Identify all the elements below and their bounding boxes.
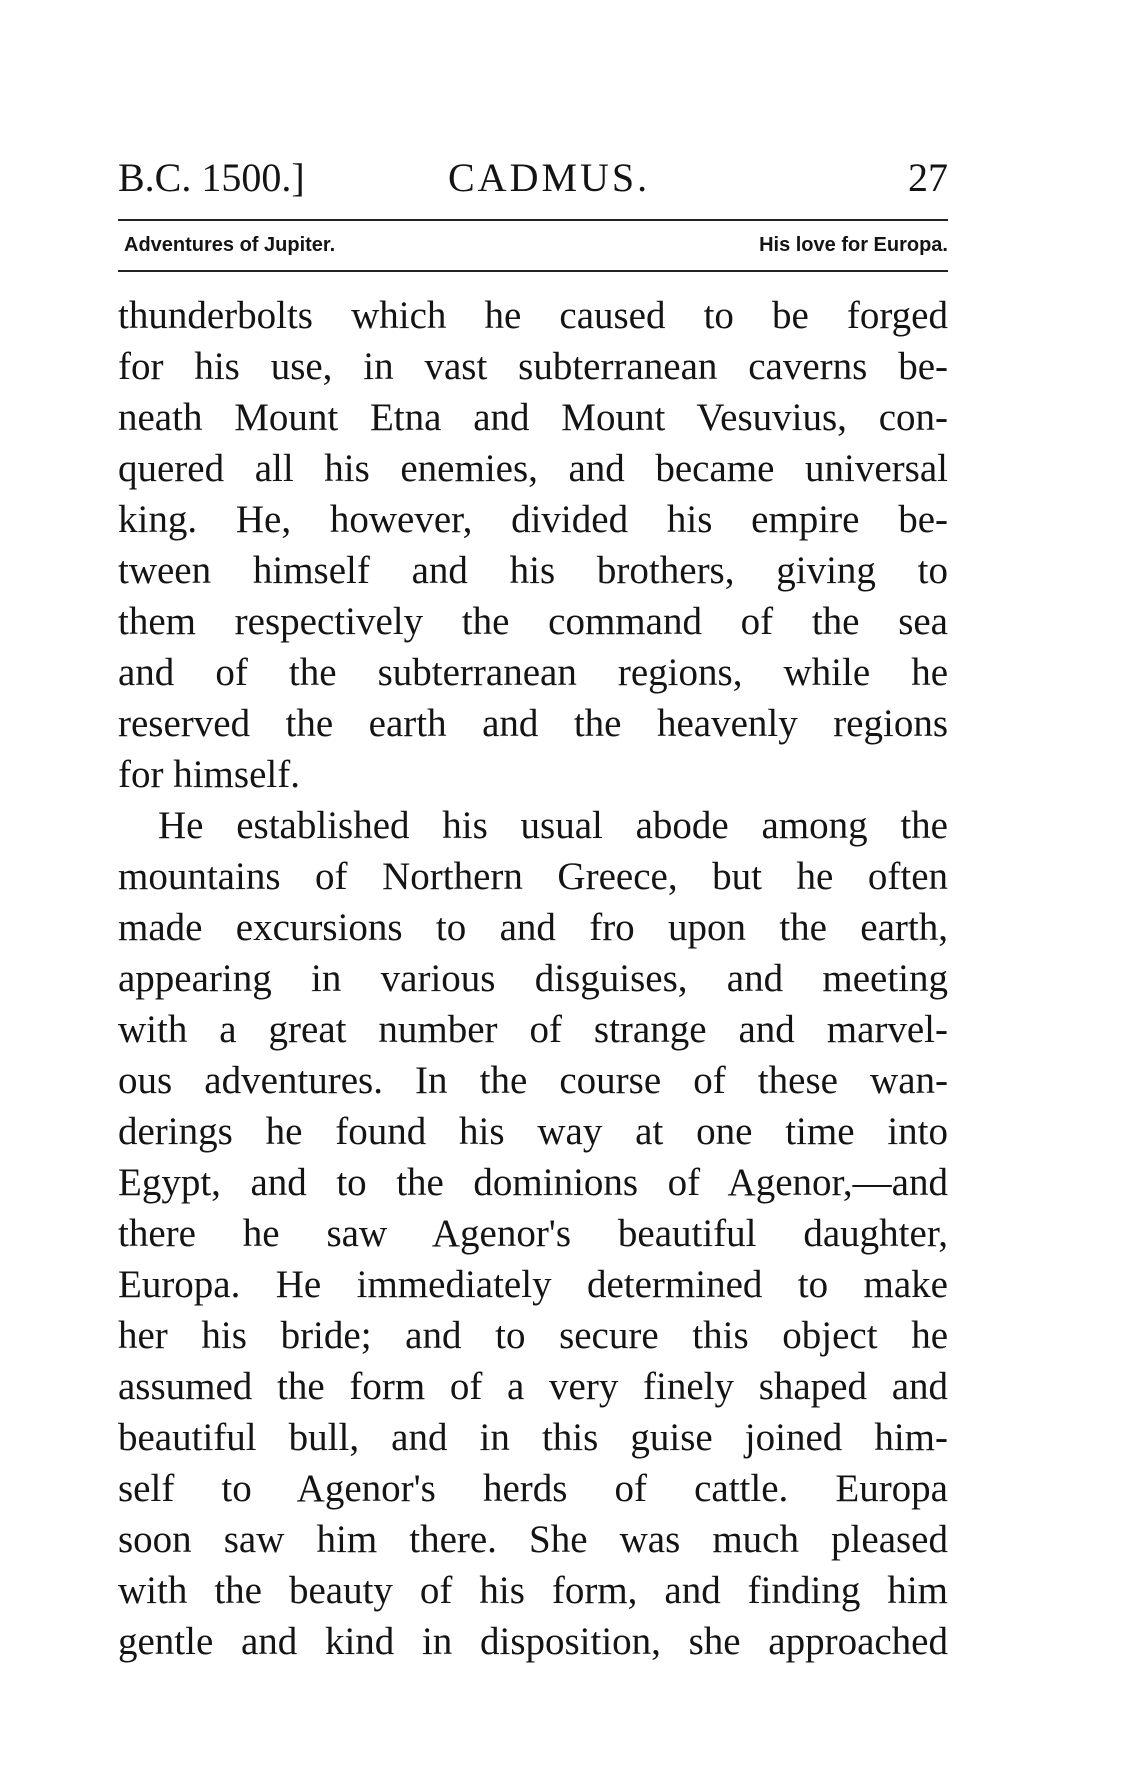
header-rule-top <box>118 219 948 221</box>
text-line: mountains of Northern Greece, but he often <box>118 855 948 898</box>
text-line: He established his usual abode among the <box>158 804 948 847</box>
text-line: for himself. <box>118 753 300 796</box>
text-line: and of the subterranean regions, while he <box>118 651 948 694</box>
text-line: self to Agenor's herds of cattle. Europa <box>118 1467 948 1510</box>
text-line: appearing in various disguises, and meeting <box>118 957 948 1000</box>
header-rule-bottom <box>118 270 948 272</box>
subheader-left: Adventures of Jupiter. <box>124 234 336 256</box>
running-head <box>118 150 948 206</box>
text-line: derings he found his way at one time into <box>118 1110 948 1153</box>
text-line: them respectively the command of the sea <box>118 600 948 643</box>
body-text <box>118 290 948 1667</box>
text-line: ous adventures. In the course of these wan- <box>118 1059 948 1102</box>
text-line: Egypt, and to the dominions of Agenor,—and <box>118 1161 948 1204</box>
text-line: neath Mount Etna and Mount Vesuvius, con- <box>118 396 948 439</box>
text-line: soon saw him there. She was much pleased <box>118 1518 948 1561</box>
text-line: king. He, however, divided his empire be- <box>118 498 948 541</box>
header-title: CADMUS. <box>448 155 651 200</box>
text-line: gentle and kind in disposition, she approached <box>118 1620 948 1663</box>
text-line: thunderbolts which he caused to be forged <box>118 294 948 337</box>
page-number: 27 <box>908 155 948 200</box>
text-line: made excursions to and fro upon the earth, <box>118 906 948 949</box>
text-line: for his use, in vast subterranean caverns be- <box>118 345 948 388</box>
text-line: beautiful bull, and in this guise joined him- <box>118 1416 948 1459</box>
header-date: B.C. 1500.] <box>118 155 305 200</box>
text-line: reserved the earth and the heavenly regions <box>118 702 948 745</box>
text-line: there he saw Agenor's beautiful daughter, <box>118 1212 948 1255</box>
text-line: her his bride; and to secure this object he <box>118 1314 948 1357</box>
text-line: with a great number of strange and marvel- <box>118 1008 948 1051</box>
text-line: Europa. He immediately determined to make <box>118 1263 948 1306</box>
text-line: quered all his enemies, and became universal <box>118 447 948 490</box>
text-line: with the beauty of his form, and finding him <box>118 1569 948 1612</box>
subheader <box>118 224 948 266</box>
subheader-right: His love for Europa. <box>759 234 948 256</box>
text-line: tween himself and his brothers, giving to <box>118 549 948 592</box>
text-line: assumed the form of a very finely shaped and <box>118 1365 948 1408</box>
